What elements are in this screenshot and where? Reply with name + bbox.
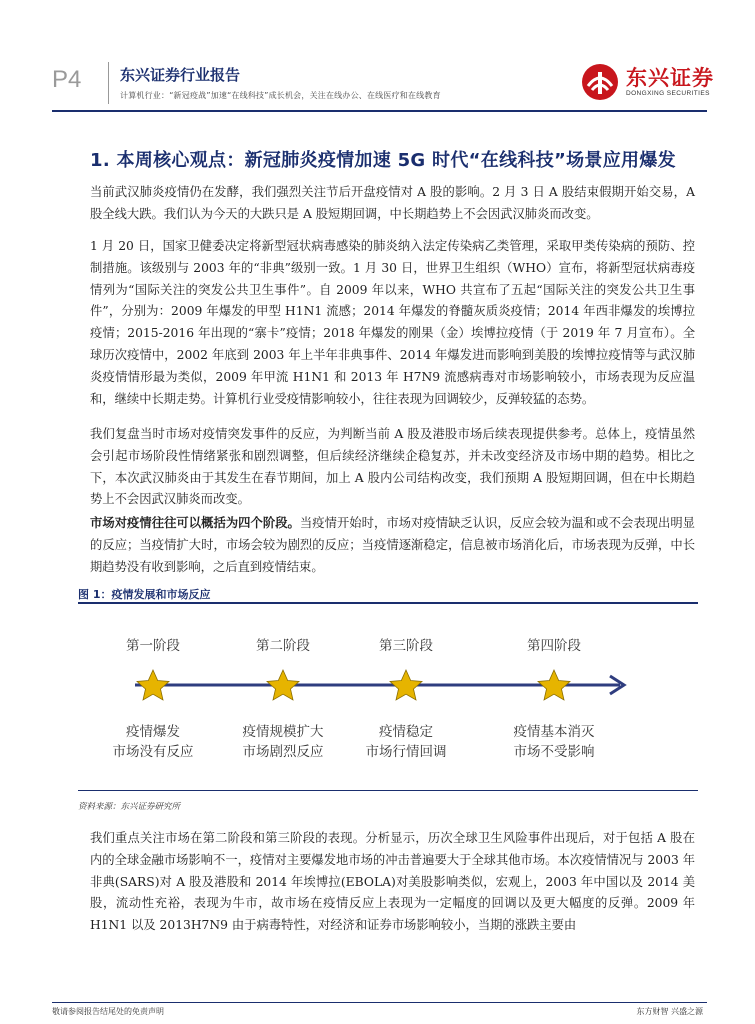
figure-source: 资料来源：东兴证券研究所	[78, 802, 181, 812]
stage-timeline	[0, 604, 755, 790]
page-header	[0, 0, 755, 110]
paragraph-4-lead: 市场对疫情往往可以概括为四个阶段。	[90, 516, 300, 530]
stage-4-label: 第四阶段	[527, 638, 581, 654]
figure-caption: 图 1：疫情发展和市场反应	[78, 588, 211, 601]
logo-text-cn: 东兴证券	[626, 66, 714, 90]
stage-1-desc-line1: 疫情爆发	[126, 724, 180, 740]
paragraph-2: 1 月 20 日，国家卫健委决定将新型冠状病毒感染的肺炎纳入法定传染病乙类管理，采取甲类传染病的预防、控制措施。该级别与 2003 年的“非典”级别一致。1 月 30 日，世界卫生组织（WHO）宣布，将新型冠状病毒疫情列为“国际关注的突发公共卫生事件”。自 2009 年以来，WHO 共宣布了五起“国际关注的突发公共卫生事件”，分别为：2009 年爆发的甲型 H1N1 流感；2014 年爆发的脊髓灰质炎疫情；2014 年西非爆发的埃博拉疫情；2015-2016 年出现的“寨卡”疫情；2018 年爆发的刚果（金）埃博拉疫情（于 2019 年 7 月宣布）。全球历次疫情中，2002 年底到 2003 年上半年非典事件、2014 年爆发进而影响到美股的埃博拉疫情等与武汉肺炎疫情情形最为类似，2009 年甲流 H1N1 和 2013 年 H7N9 流感病毒对市场影响较小，市场表现为反应温和，继续中长期走势。计算机行业受疫情影响较小，往往表现为回调较少，反弹较猛的态势。	[90, 239, 695, 406]
stage-2-star-icon	[267, 670, 299, 700]
logo-mark-icon	[580, 62, 620, 102]
header-rule	[52, 110, 707, 112]
stage-1-label: 第一阶段	[126, 638, 180, 654]
stage-4-description	[494, 722, 614, 762]
header-divider	[108, 62, 109, 104]
stage-2-description	[223, 722, 343, 762]
paragraph-1: 当前武汉肺炎疫情仍在发酵，我们强烈关注节后开盘疫情对 A 股的影响。2 月 3 日 A 股结束假期开始交易，A 股全线大跌。我们认为今天的大跌只是 A 股短期回调，中长期趋势上不会因武汉肺炎而改变。	[90, 185, 695, 221]
stage-1-desc-line2: 市场没有反应	[112, 744, 194, 760]
timeline-graphic	[0, 604, 755, 790]
footer-slogan: 东方财智 兴盛之源	[636, 1007, 703, 1016]
stage-2-label: 第二阶段	[256, 638, 310, 654]
stage-2-desc-line1: 疫情规模扩大	[242, 724, 324, 740]
paragraph-3: 我们复盘当时市场对疫情突发事件的反应，为判断当前 A 股及港股市场后续表现提供参考。总体上，疫情虽然会引起市场阶段性情绪紧张和剧烈调整，但后续经济继续企稳复苏，并未改变经济及市场中期的趋势。相比之下，本次武汉肺炎由于其发生在春节期间，加上 A 股内公司结构改变，我们预期 A 股短期回调，但在中长期趋势上不会因武汉肺炎而改变。	[90, 427, 695, 507]
paragraph-4	[90, 513, 695, 578]
stage-3-desc-line1: 疫情稳定	[379, 724, 433, 740]
stage-2-desc-line2: 市场剧烈反应	[242, 744, 324, 760]
footer-disclaimer[interactable]: 敬请参阅报告结尾处的免责声明	[52, 1007, 164, 1016]
stage-4-desc-line2: 市场不受影响	[513, 744, 595, 760]
stage-3-description	[346, 722, 466, 762]
stage-1-star-icon	[137, 670, 169, 700]
report-title: 东兴证券行业报告	[120, 66, 241, 84]
paragraph-4-body: 当疫情开始时，市场对疫情缺乏认识，反应会较为温和或不会表现出明显的反应；当疫情扩大时，市场会较为剧烈的反应；当疫情逐渐稳定，信息被市场消化后，市场表现为反弹，中长期趋势没有收到影响，之后直到疫情结束。	[90, 516, 695, 574]
stage-3-star-icon	[390, 670, 422, 700]
footer-rule	[52, 1002, 707, 1003]
figure-bottom-rule	[78, 790, 698, 791]
stage-4-desc-line1: 疫情基本消灭	[513, 724, 595, 740]
stage-1-description	[93, 722, 213, 762]
stage-4-star-icon	[538, 670, 570, 700]
stage-3-label: 第三阶段	[379, 638, 433, 654]
logo-text-en: DONGXING SECURITIES	[626, 90, 710, 97]
stage-3-desc-line2: 市场行情回调	[365, 744, 447, 760]
report-subtitle: 计算机行业：“新冠疫战”加速“在线科技”成长机会，关注在线办公、在线医疗和在线教育	[120, 91, 441, 100]
page-number: P4	[52, 66, 82, 93]
paragraph-5: 我们重点关注市场在第二阶段和第三阶段的表现。分析显示，历次全球卫生风险事件出现后，对于包括 A 股在内的全球金融市场影响不一，疫情对主要爆发地市场的冲击普遍要大于全球其他市场。本次疫情情况与 2003 年非典(SARS)对 A 股及港股和 2014 年埃博拉(EBOLA)对美股影响类似，宏观上，2003 年中国以及 2014 美股，流动性充裕，表现为牛市，故市场在疫情反应上表现为一定幅度的回调以及更大幅度的反弹。2009 年 H1N1 以及 2013H7N9 由于病毒特性，对经济和证券市场影响较小，当期的涨跌主要由	[90, 831, 695, 933]
company-logo	[580, 60, 720, 104]
section-title: 1. 本周核心观点：新冠肺炎疫情加速 5G 时代“在线科技”场景应用爆发	[90, 150, 676, 171]
